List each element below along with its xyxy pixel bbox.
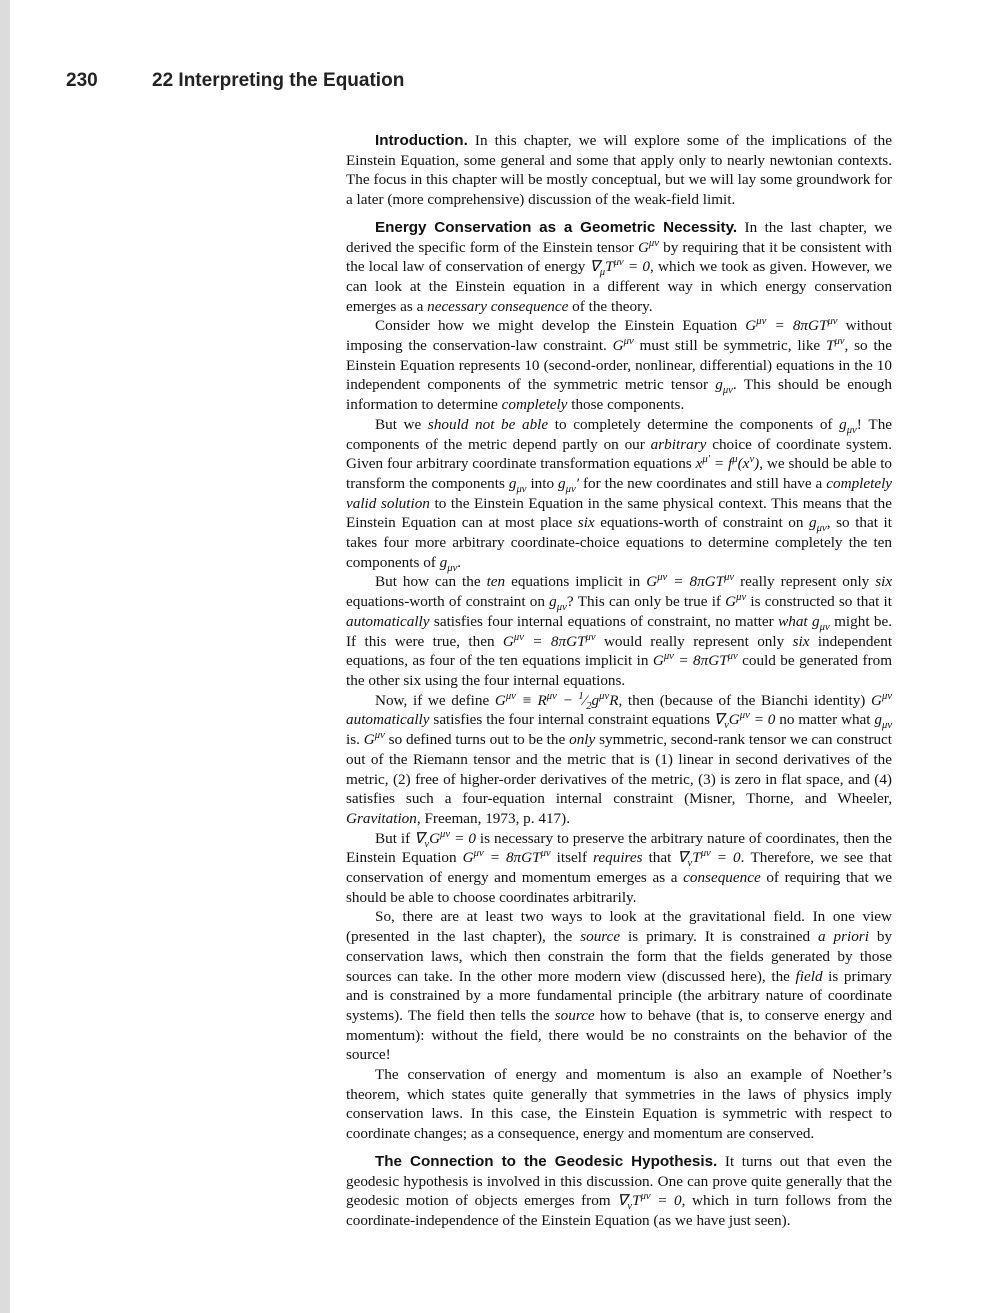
paragraph-energy-4: But how can the ten equations implicit in $G^{\mu\nu} = 8\pi GT^{\mu\nu}$ really represent only six equations-worth of constraint on $g_{\mu\nu}$? This can only be true if $G^{\mu\nu}$ is constructed so that it automatically satisfies four internal equations of constraint, no matter what $g_{\mu\nu}$ might be. If this were true, then $G^{\mu\nu} = 8\pi GT^{\mu\nu}$ would really represent only six independent equations, as four of the ten equations implicit in $G^{\mu\nu} = 8\pi GT^{\mu\nu}$ could be generated from the other six using the four internal equations.: [346, 572, 893, 689]
paragraph-energy-8: The conservation of energy and momentum is also an example of Noether’s theorem, which states quite generally that symmetries in the laws of physics imply conservation laws. In this case, the Einstein Equation is symmetric with respect to coordinate changes; as a consequence, energy and momentum are conserved.: [346, 1066, 892, 1143]
formula-einstein-equation: $G^{\mu\nu} = 8\pi GT^{\mu\nu}$: [745, 316, 838, 335]
section-heading-energy-conservation: Energy Conservation as a Geometric Necessity.: [375, 218, 738, 236]
formula-coordinate-transform: $x^{\mu'} = f^\mu(x^\nu)$: [695, 454, 760, 473]
formula-einstein-tensor-definition: $G^{\mu\nu} \equiv R^{\mu\nu}$ − $^1⁄_2g^{\mu\nu}R$: [494, 690, 619, 712]
paragraph-introduction: Introduction. In this chapter, we will explore some of the implications of the Einstein Equation, some general and some that apply only to nearly newtonian contexts. The focus in this chapter will be mostly conceptual, but we will lay some groundwork for a later (more comprehensive) discussion of the weak-field limit.: [346, 132, 892, 209]
chapter-title: 22 Interpreting the Equation: [152, 70, 405, 91]
formula-conservation: $\nabla_\mu T^{\mu\nu} = 0$: [589, 257, 650, 279]
page-number: 230: [66, 70, 98, 91]
running-head: [66, 70, 405, 92]
paragraph-energy-3: But we should not be able to completely determine the components of $g_{\mu\nu}$! The components of the metric depend partly on our arbitrary choice of coordinate system. Given four arbitrary coordinate transformation equations $x^{\mu'} = f^\mu(x^\nu)$, we should be able to transform the components $g_{\mu\nu}$ into $g_{\mu\nu}'$ for the new coordinates and still have a completely valid solution to the Einstein Equation in the same physical context. This means that the Einstein Equation can at most place six equations-worth of constraint on $g_{\mu\nu}$, so that it takes four more arbitrary coordinate-choice equations to determine completely the ten components of $g_{\mu\nu}$.: [346, 415, 893, 574]
formula-einstein-tensor: $G^{\mu\nu}$: [637, 237, 659, 256]
paragraph-energy-5: Now, if we define $G^{\mu\nu} \equiv R^{\mu\nu}$ − $^1⁄_2g^{\mu\nu}R$, then (because of the Bianchi identity) $G^{\mu\nu}$ automatically satisfies the four internal constraint equations $\nabla_\nu G^{\mu\nu} = 0$ no matter what $g_{\mu\nu}$ is. $G^{\mu\nu}$ so defined turns out to be the only symmetric, second-rank tensor we can construct out of the Riemann tensor and the metric that is (1) linear in second derivatives of the metric, (2) free of higher-order derivatives of the metric, (3) is zero in flat space, and (4) satisfies such a four-equation internal constraint (Misner, Thorne, and Wheeler, Gravitation, Freeman, 1973, p. 417).: [346, 690, 893, 827]
section-heading-introduction: Introduction.: [375, 132, 468, 149]
paragraph-energy-1: Energy Conservation as a Geometric Necessity. In the last chapter, we derived the specific form of the Einstein tensor $G^{\mu\nu}$ by requiring that it be consistent with the local law of conservation of energy $\nabla_\mu T^{\mu\nu} = 0$, which we took as given. However, we can look at the Einstein equation in a different way in which energy conservation emerges as a necessary consequence of the theory.: [346, 218, 893, 315]
paragraph-geodesic: The Connection to the Geodesic Hypothesis. It turns out that even the geodesic hypothesis is involved in this discussion. One can prove quite generally that the geodesic motion of objects emerges from $\nabla_\nu T^{\mu\nu} = 0$, which in turn follows from the coordinate-independence of the Einstein Equation (as we have just seen).: [346, 1152, 893, 1229]
paragraph-energy-6: But if $\nabla_\nu G^{\mu\nu} = 0$ is necessary to preserve the arbitrary nature of coordinates, then the Einstein Equation $G^{\mu\nu} = 8\pi GT^{\mu\nu}$ itself requires that $\nabla_\nu T^{\mu\nu} = 0$. Therefore, we see that conservation of energy and momentum emerges as a consequence of requiring that we should be able to choose coordinates arbitrarily.: [346, 828, 893, 906]
section-heading-geodesic: The Connection to the Geodesic Hypothesis.: [375, 1152, 718, 1170]
paragraph-energy-7: So, there are at least two ways to look at the gravitational field. In one view (presented in the last chapter), the source is primary. It is constrained a priori by conservation laws, which then constrain the form that the fields generated by those sources can take. In the other more modern view (discussed here), the field is primary and is constrained by a more fundamental principle (the arbitrary nature of coordinate systems). The field then tells the source how to behave (that is, to conserve energy and momentum): without the field, there would be no constraints on the behavior of the source!: [346, 908, 893, 1064]
paragraph-energy-2: Consider how we might develop the Einstein Equation $G^{\mu\nu} = 8\pi GT^{\mu\nu}$ without imposing the conservation-law constraint. $G^{\mu\nu}$ must still be symmetric, like $T^{\mu\nu}$, so the Einstein Equation represents 10 (second-order, nonlinear, differential) equations in the 10 independent components of the symmetric metric tensor $g_{\mu\nu}$. This should be enough information to determine completely those components.: [346, 316, 893, 414]
body-text: [346, 131, 892, 1231]
book-page: [10, 0, 1007, 1313]
